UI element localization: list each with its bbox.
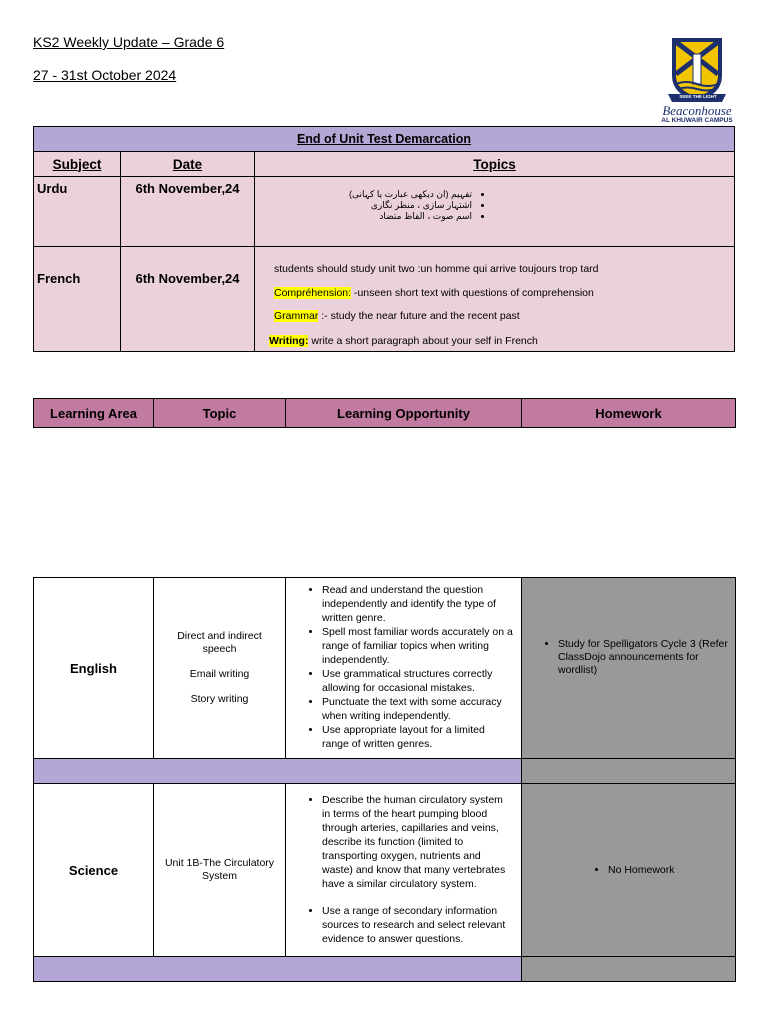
- french-intro: students should study unit two :un homme qui arrive toujours trop tard: [274, 263, 599, 275]
- urdu-topics: [255, 177, 735, 247]
- learning-area-header: [33, 398, 736, 428]
- list-item: • Use a range of secondary information sources to research and select relevant evidence to answer questions.: [322, 904, 513, 946]
- english-topic: Story writing: [190, 693, 249, 705]
- urdu-date: 6th November,24: [121, 177, 255, 247]
- logo-campus: AL KHUWAIR CAMPUS: [661, 117, 733, 124]
- list-item: • اشتہار سازی ، منظر نگاری: [255, 200, 472, 211]
- comprehension-label: Compréhension:: [274, 287, 352, 299]
- science-area: Science: [34, 784, 154, 957]
- row-divider: [34, 957, 522, 982]
- row-divider: [522, 759, 736, 784]
- subjects-table: [33, 577, 736, 982]
- comprehension-text: -unseen short text with questions of comprehension: [351, 287, 594, 299]
- week-dates: 27 - 31st October 2024: [33, 67, 177, 83]
- header-homework: Homework: [522, 399, 736, 428]
- writing-colon: :: [304, 335, 309, 347]
- french-grammar: [274, 310, 520, 322]
- logo-name: Beaconhouse: [662, 103, 732, 118]
- english-homework: [522, 578, 736, 759]
- english-topic: Direct and indirect speech: [177, 630, 262, 655]
- english-area: English: [34, 578, 154, 759]
- list-item: • Punctuate the text with some accuracy when writing independently.: [322, 695, 513, 723]
- french-date: 6th November,24: [121, 247, 255, 352]
- french-subject: French: [34, 247, 121, 352]
- grammar-label: Grammar: [274, 310, 319, 322]
- header-subject: Subject: [34, 152, 121, 177]
- list-item: • اسم صوت ، الفاظ متضاد: [255, 211, 472, 222]
- list-item: • No Homework: [608, 864, 735, 877]
- table-row: [34, 784, 736, 957]
- french-comprehension: [274, 287, 594, 299]
- row-divider: [34, 759, 522, 784]
- science-opportunities: [286, 784, 522, 957]
- science-homework: [522, 784, 736, 957]
- test-demarcation-table: [33, 126, 735, 352]
- list-item: • Use appropriate layout for a limited range of written genres.: [322, 723, 513, 751]
- science-topic: Unit 1B-The Circulatory System: [154, 784, 286, 957]
- grammar-text: :- study the near future and the recent past: [318, 310, 520, 322]
- french-writing: [269, 335, 538, 347]
- table-row: [34, 759, 736, 784]
- writing-label: Writing: [269, 335, 305, 347]
- test-table-title: End of Unit Test Demarcation: [34, 127, 735, 152]
- french-topics: [255, 247, 735, 352]
- list-item: • Study for Spelligators Cycle 3 (Refer ClassDojo announcements for wordlist): [558, 638, 735, 677]
- header-topics: Topics: [255, 152, 735, 177]
- header-date: Date: [121, 152, 255, 177]
- row-divider: [522, 957, 736, 982]
- list-item: • Describe the human circulatory system in terms of the heart pumping blood through arteries, capillaries and veins, describe its function (limited to transporting oxygen, nutrients and waste) and know that many vertebrates have a similar circulatory system.: [322, 793, 513, 891]
- header-topic: Topic: [154, 399, 286, 428]
- english-topics: [154, 578, 286, 759]
- table-row: [34, 578, 736, 759]
- english-opportunities: [286, 578, 522, 759]
- list-item: • Use grammatical structures correctly allowing for occasional mistakes.: [322, 667, 513, 695]
- header-learning-opportunity: Learning Opportunity: [286, 399, 522, 428]
- school-logo: [654, 36, 740, 128]
- writing-text: write a short paragraph about your self in French: [308, 335, 538, 347]
- page-title: KS2 Weekly Update – Grade 6: [33, 34, 225, 50]
- table-row: [34, 957, 736, 982]
- list-item: • Read and understand the question independently and identify the type of written genre.: [322, 583, 513, 625]
- list-item: • تفہیم (ان دیکھی عبارت یا کہانی): [255, 189, 472, 200]
- list-item: • Spell most familiar words accurately on a range of familiar topics when writing independently.: [322, 625, 513, 667]
- urdu-topic-list: [255, 189, 734, 222]
- header-learning-area: Learning Area: [34, 399, 154, 428]
- english-topic: Email writing: [189, 668, 250, 680]
- urdu-subject: Urdu: [34, 177, 121, 247]
- logo-banner: SEEK THE LIGHT: [679, 94, 717, 99]
